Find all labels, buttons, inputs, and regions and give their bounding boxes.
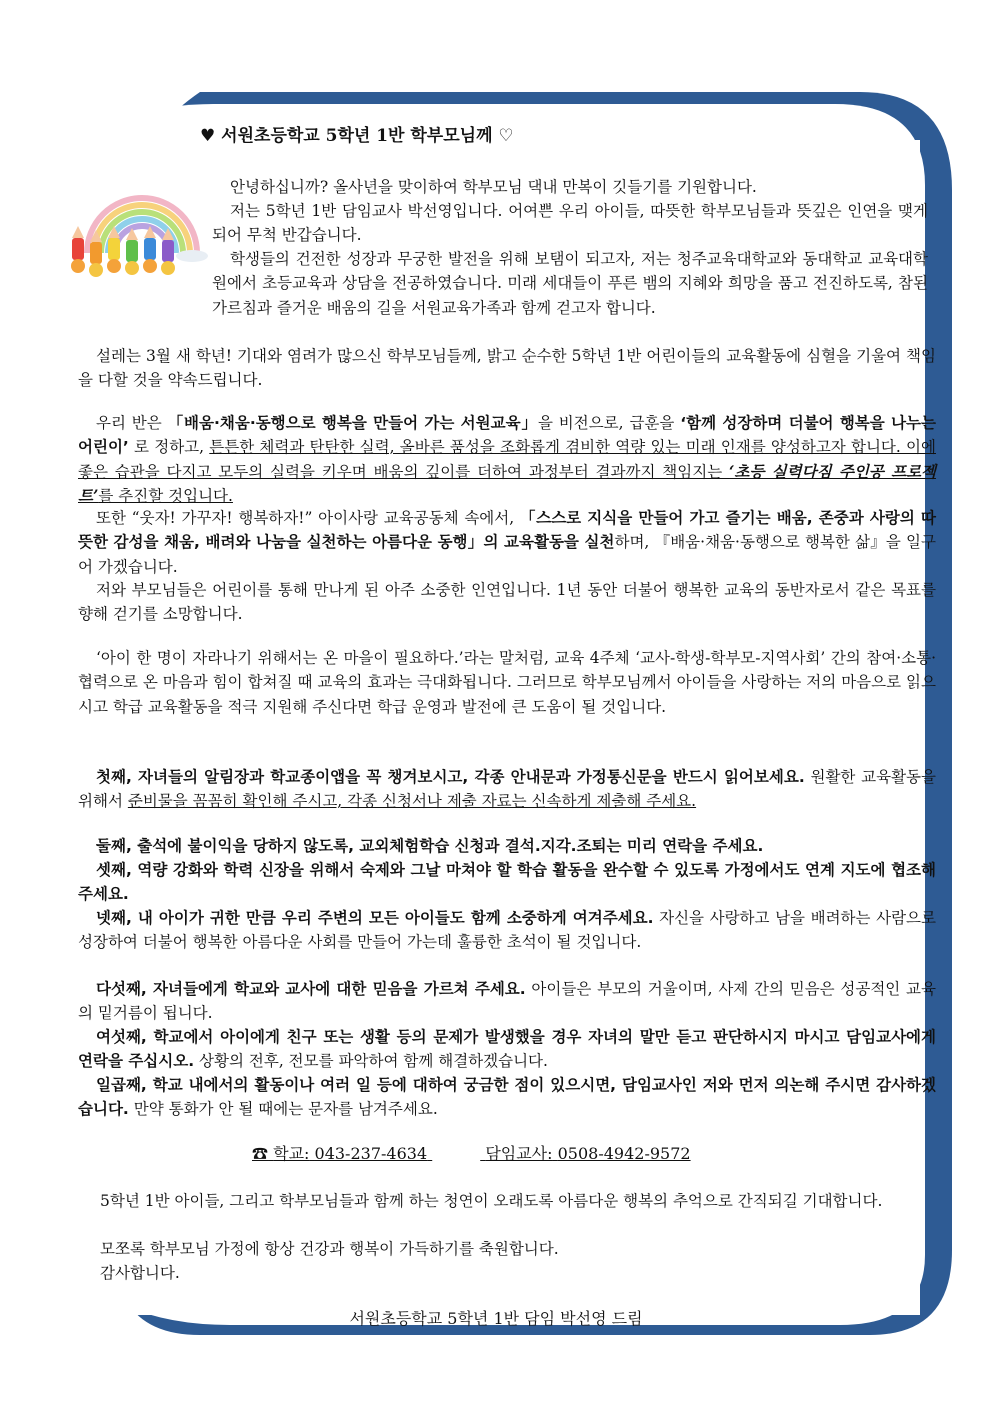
closing-thanks: 감사합니다. (100, 1264, 180, 1282)
request-third-text: 셋째, 역량 강화와 학력 신장을 위해서 숙제와 그날 마쳐야 할 학습 활동을 완수할 수 있도록 가정에서도 연계 지도에 협조해 주세요. (78, 861, 936, 904)
request-seventh-bold: 일곱째, 학교 내에서의 활동이나 여러 일 등에 대하여 궁금한 점이 있으시면, 담임교사인 저와 먼저 의논해 주시면 감사하겠습니다. (78, 1076, 936, 1119)
vision-text: 우리 반은 (96, 414, 168, 432)
signature: 서원초등학교 5학년 1반 담임 박선영 드림 (349, 1309, 643, 1328)
community-text: 또한 “웃자! 가꾸자! 행복하자!” 아이사랑 교육공동체 속에서, (96, 509, 520, 527)
request-first (78, 765, 936, 814)
request-sixth-bold: 여섯째, 학교에서 아이에게 친구 또는 생활 등의 문제가 발생했을 경우 자녀의 말만 듣고 판단하시지 마시고 담임교사에게 연락을 주십시오. (78, 1028, 936, 1071)
community-text: 하며, 『배움·채움·동행으로 행복한 삶』을 일구어 가겠습니다. (78, 533, 936, 576)
phone-icon: ☎ (252, 1144, 269, 1163)
request-third (78, 858, 936, 907)
closing-blessing: 모쪼록 학부모님 가정에 항상 건강과 행복이 가득하기를 축원합니다. (100, 1240, 559, 1258)
request-seventh (78, 1073, 936, 1122)
intro-promise: 설레는 3월 새 학년! 기대와 염려가 많으신 학부모님들께, 밝고 순수한 5학년 1반 어린이들의 교육활동에 심혈을 기울여 책임을 다할 것을 약속드립니다. (78, 347, 936, 390)
partnership-paragraph: 저와 부모님들은 어린이를 통해 만나게 된 아주 소중한 인연입니다. 1년 동안 더불어 행복한 교육의 동반자로서 같은 목표를 향해 걷기를 소망합니다. (78, 581, 936, 624)
request-fifth-plain: 아이들은 부모의 거울이며, 사제 간의 믿음은 성공적인 교육의 밑거름이 됩니다. (78, 980, 936, 1023)
intro-self: 저는 5학년 1반 담임교사 박선영입니다. 어여쁜 우리 아이들, 따뜻한 학부모님들과 뜻깊은 인연을 맺게 되어 무척 반갑습니다. (212, 202, 928, 245)
request-first-plain: 원활한 교육활동을 위해서 (78, 768, 937, 811)
rainbow-with-crayons-icon (62, 168, 212, 286)
request-fourth (78, 906, 936, 955)
teacher-phone-number[interactable]: 0508-4942-9572 (557, 1144, 691, 1163)
vision-slogan: 「배움·채움·동행으로 행복을 만들어 가는 서원교육」 (167, 414, 538, 432)
school-label: 학교: (273, 1144, 310, 1163)
vision-goal-text: 튼튼한 체력과 탄탄한 실력, 올바른 품성을 조화롭게 겸비한 역량 있는 미래 인재를 양성하고자 합니다. 이에 좋은 습관을 다지고 모두의 실력을 키우며 배움의 깊이를 더하여 과정부터 결과까지 책임지는 (78, 438, 936, 481)
intro-background: 학생들의 건전한 성장과 무궁한 발전을 위해 보탬이 되고자, 저는 청주교육대학교와 동대학교 교육대학원에서 초등교육과 상담을 전공하였습니다. 미래 세대들이 푸른 뱀의 지혜와 희망을 품고 전진하도록, 참된 가르침과 즐거운 배움의 길을 서원교육가족과 함께 걷고자 합니다. (212, 250, 928, 317)
vision-text: 을 비전으로, 급훈을 (537, 414, 681, 432)
page-title (200, 121, 800, 146)
vision-text: 로 정하고, (128, 438, 210, 457)
closing-wish: 5학년 1반 아이들, 그리고 학부모님들과 함께 하는 청연이 오래도록 아름다운 행복의 추억으로 간직되길 기대합니다. (100, 1192, 883, 1210)
request-sixth (78, 1025, 936, 1074)
request-sixth-plain: 상황의 전후, 전모를 파악하여 함께 해결하겠습니다. (194, 1052, 548, 1071)
heart-filled-icon: ♥ (200, 126, 216, 146)
request-second (78, 834, 936, 858)
request-second-text: 둘째, 출석에 불이익을 당하지 않도록, 교외체험학습 신청과 결석.지각.조퇴는 미리 연락을 주세요. (96, 837, 764, 855)
community-paragraph (78, 506, 936, 579)
project-name: ‘초등 실력다짐 주인공 프로젝트’ (78, 461, 937, 505)
request-seventh-plain: 만약 통화가 안 될 때에는 문자를 남겨주세요. (128, 1100, 438, 1119)
heart-outline-icon: ♡ (498, 126, 514, 146)
request-fourth-plain: 자신을 사랑하고 남을 배려하는 사람으로 성장하여 더불어 행복한 아름다운 사회를 만들어 가는데 훌륭한 초석이 될 것입니다. (78, 909, 936, 952)
intro-greeting: 안녕하십니까? 올사년을 맞이하여 학부모님 댁내 만복이 깃들기를 기원합니다. (230, 178, 757, 196)
request-fifth (78, 977, 936, 1026)
vision-goal-end: 를 추진할 것입니다. (98, 486, 233, 505)
school-phone-number[interactable]: 043-237-4634 (314, 1144, 428, 1163)
title-text: 서원초등학교 5학년 1반 학부모님께 (221, 126, 493, 146)
request-fourth-bold: 넷째, 내 아이가 귀한 만큼 우리 주변의 모든 아이들도 함께 소중하게 여겨주세요. (96, 909, 654, 927)
vision-paragraph (78, 411, 936, 508)
community-goal: 「스스로 지식을 만들어 가고 즐기는 배움, 존중과 사랑의 따뜻한 감성을 채움, 배려와 나눔을 실천하는 아름다운 동행」의 교육활동을 실천 (78, 509, 936, 552)
request-first-underline: 준비물을 꼼꼼히 확인해 주시고, 각종 신청서나 제출 자료는 신속하게 제출해 주세요. (127, 792, 697, 811)
request-fifth-bold: 다섯째, 자녀들에게 학교와 교사에 대한 믿음을 가르쳐 주세요. (96, 980, 526, 998)
request-first-bold: 첫째, 자녀들의 알림장과 학교종이앱을 꼭 챙겨보시고, 각종 안내문과 가정통신문을 반드시 읽어보세요. (96, 768, 805, 786)
class-motto: ‘함께 성장하며 더불어 행복을 나누는 어린이’ (78, 414, 936, 457)
teacher-label: 담임교사: (485, 1144, 553, 1163)
village-paragraph: ‘아이 한 명이 자라나기 위해서는 온 마을이 필요하다.’라는 말처럼, 교육 4주체 ‘교사-학생-학부모-지역사회’ 간의 참여·소통·협력으로 온 마음과 힘이 합쳐질 때 교육의 효과는 극대화됩니다. 그러므로 학부모님께서 아이들을 사랑하는 저의 마음으로 읽으시고 학급 교육활동을 적극 지원해 주신다면 학급 운영과 발전에 큰 도움이 될 것입니다. (78, 649, 936, 716)
contact-line (252, 1141, 772, 1164)
